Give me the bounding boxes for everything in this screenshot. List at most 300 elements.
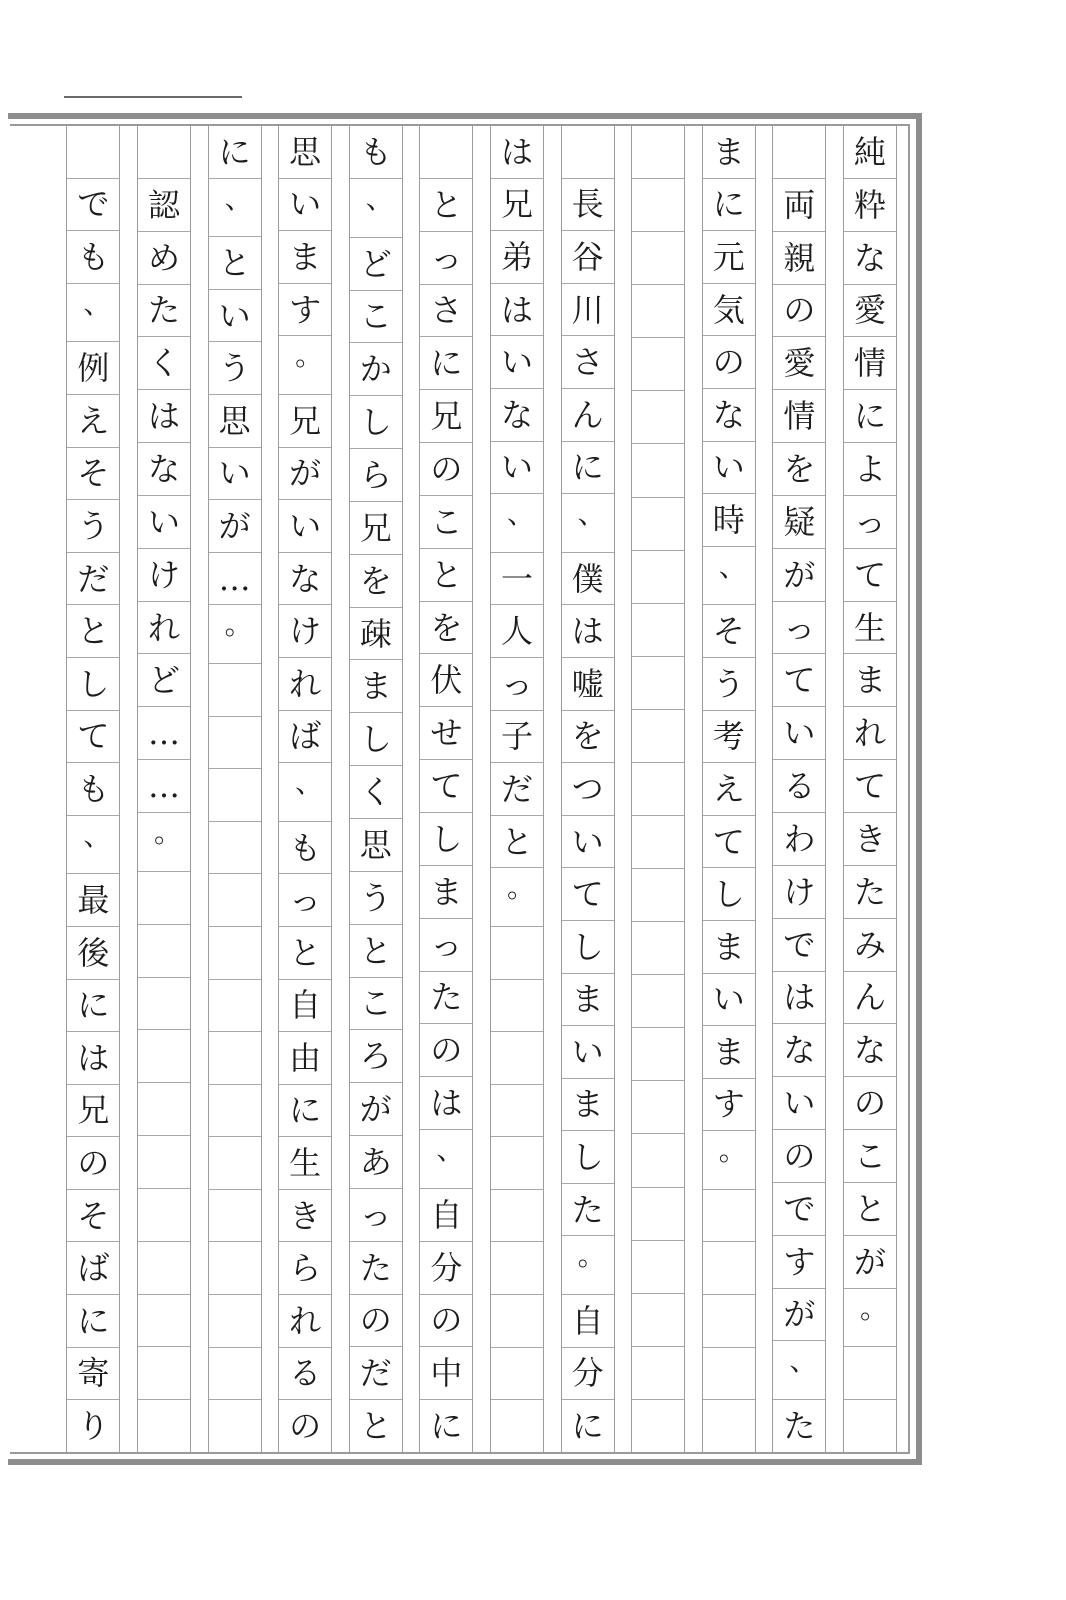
- manuscript-column: [772, 126, 826, 1452]
- grid-cell: し: [562, 921, 614, 974]
- grid-cell: と: [67, 605, 119, 658]
- grid-cell: ん: [562, 389, 614, 442]
- grid-cell: [632, 922, 684, 975]
- grid-cell: に: [209, 126, 261, 179]
- grid-cell: 兄: [350, 502, 402, 555]
- grid-cell: う: [350, 872, 402, 925]
- grid-cell: が: [279, 448, 331, 501]
- grid-cell: 考: [703, 711, 755, 764]
- grid-cell: だ: [350, 1347, 402, 1400]
- grid-cell: て: [420, 760, 472, 813]
- grid-cell: [491, 1348, 543, 1401]
- grid-cell: [773, 126, 825, 179]
- grid-cell: た: [350, 1242, 402, 1295]
- grid-cell: [420, 126, 472, 179]
- grid-cell: し: [562, 1131, 614, 1184]
- grid-cell: い: [562, 1026, 614, 1079]
- grid-cell: [491, 927, 543, 980]
- grid-cell: っ: [844, 496, 896, 549]
- grid-cell: [632, 816, 684, 869]
- grid-cell: を: [773, 443, 825, 496]
- grid-cell: え: [67, 395, 119, 448]
- grid-cell: 兄: [491, 179, 543, 232]
- grid-cell: [209, 1085, 261, 1138]
- grid-cell: の: [67, 1137, 119, 1190]
- grid-cell: [209, 1295, 261, 1348]
- grid-cell: 認: [138, 179, 190, 232]
- grid-cell: か: [350, 343, 402, 396]
- grid-cell: 粋: [844, 179, 896, 232]
- grid-cell: [491, 1242, 543, 1295]
- grid-cell: ど: [350, 238, 402, 291]
- grid-cell: 子: [491, 711, 543, 764]
- grid-cell: [491, 1295, 543, 1348]
- grid-cell: な: [491, 389, 543, 442]
- grid-cell: て: [67, 711, 119, 764]
- grid-cell: う: [703, 658, 755, 711]
- grid-cell: 思: [209, 395, 261, 448]
- grid-cell: 僕: [562, 553, 614, 606]
- grid-cell: も: [67, 763, 119, 816]
- grid-cell: だ: [491, 763, 543, 816]
- grid-cell: [632, 1241, 684, 1294]
- grid-cell: [138, 872, 190, 925]
- grid-cell: い: [773, 707, 825, 760]
- grid-cell: の: [844, 1077, 896, 1130]
- grid-cell: [209, 822, 261, 875]
- grid-cell: 例: [67, 342, 119, 395]
- grid-cell: [632, 338, 684, 391]
- grid-cell: [209, 1400, 261, 1452]
- grid-cell: [138, 1030, 190, 1083]
- grid-cell: 兄: [279, 395, 331, 448]
- grid-cell: い: [279, 179, 331, 232]
- grid-cell: ま: [844, 654, 896, 707]
- grid-cell: そ: [703, 605, 755, 658]
- grid-cell: あ: [350, 1136, 402, 1189]
- grid-cell: ば: [279, 711, 331, 764]
- grid-cell: 長: [562, 179, 614, 232]
- grid-cell: れ: [279, 1295, 331, 1348]
- grid-cell: 人: [491, 605, 543, 658]
- grid-cell: は: [773, 972, 825, 1025]
- grid-cell: [209, 1032, 261, 1085]
- grid-cell: た: [420, 972, 472, 1025]
- grid-cell: [632, 1188, 684, 1241]
- grid-cell: 。: [844, 1289, 896, 1348]
- grid-cell: け: [773, 866, 825, 919]
- grid-cell: 疎: [350, 608, 402, 661]
- grid-cell: [632, 444, 684, 497]
- grid-cell: と: [209, 237, 261, 290]
- grid-cell: み: [844, 919, 896, 972]
- grid-cell: 分: [562, 1348, 614, 1401]
- grid-cell: ろ: [350, 1030, 402, 1083]
- grid-cell: り: [77, 1407, 110, 1446]
- grid-cell: [632, 975, 684, 1028]
- grid-cell: ま: [420, 866, 472, 919]
- grid-cell: い: [279, 500, 331, 553]
- manuscript-column: [561, 126, 615, 1452]
- grid-cell: ま: [279, 231, 331, 284]
- grid-cell: と: [350, 925, 402, 978]
- grid-cell: を: [420, 602, 472, 655]
- grid-cell: [209, 664, 261, 717]
- grid-cell: [632, 179, 684, 232]
- grid-cell: [632, 232, 684, 285]
- grid-cell: ど: [138, 654, 190, 707]
- grid-cell: 時: [703, 494, 755, 547]
- grid-cell: 自: [279, 980, 331, 1033]
- grid-cell: い: [138, 496, 190, 549]
- grid-cell: [703, 1348, 755, 1401]
- grid-cell: し: [350, 713, 402, 766]
- manuscript-column: [349, 126, 403, 1452]
- grid-cell: す: [703, 1079, 755, 1132]
- grid-cell: る: [773, 760, 825, 813]
- grid-cell: て: [844, 760, 896, 813]
- manuscript-column: [208, 126, 262, 1452]
- grid-cell: [491, 1400, 543, 1452]
- grid-cell: っ: [350, 1189, 402, 1242]
- grid-cell: 一: [491, 553, 543, 606]
- grid-cell: き: [844, 813, 896, 866]
- grid-cell: [844, 1347, 896, 1400]
- grid-cell: …: [138, 760, 190, 813]
- grid-cell: た: [783, 1407, 816, 1446]
- grid-cell: い: [491, 442, 543, 495]
- grid-cell: [138, 126, 190, 179]
- grid-cell: [209, 769, 261, 822]
- grid-cell: …: [138, 707, 190, 760]
- grid-cell: っ: [279, 874, 331, 927]
- grid-cell: [138, 1242, 190, 1295]
- grid-cell: [632, 657, 684, 710]
- grid-cell: 生: [279, 1137, 331, 1190]
- grid-cell: 、: [491, 494, 543, 553]
- grid-cell: [844, 1400, 896, 1452]
- grid-cell: ば: [67, 1242, 119, 1295]
- grid-cell: け: [138, 549, 190, 602]
- grid-cell: [209, 980, 261, 1033]
- grid-cell: く: [350, 766, 402, 819]
- grid-cell: と: [279, 927, 331, 980]
- grid-cell: し: [67, 658, 119, 711]
- grid-cell: さ: [420, 285, 472, 338]
- grid-cell: と: [844, 1183, 896, 1236]
- grid-cell: れ: [279, 658, 331, 711]
- grid-cell: [491, 1190, 543, 1243]
- grid-cell: の: [350, 1295, 402, 1348]
- grid-cell: [209, 1348, 261, 1401]
- grid-cell: 兄: [420, 390, 472, 443]
- grid-cell: で: [67, 179, 119, 232]
- grid-cell: な: [844, 1024, 896, 1077]
- grid-cell: 、: [67, 816, 119, 875]
- grid-cell: も: [350, 126, 402, 179]
- grid-cell: の: [420, 443, 472, 496]
- grid-cell: 最: [67, 874, 119, 927]
- grid-cell: 、: [703, 547, 755, 606]
- grid-cell: [138, 1347, 190, 1400]
- grid-cell: と: [420, 549, 472, 602]
- grid-cell: 分: [420, 1242, 472, 1295]
- grid-cell: の: [420, 1024, 472, 1077]
- grid-cell: こ: [350, 291, 402, 344]
- grid-cell: め: [138, 232, 190, 285]
- grid-cell: に: [67, 1295, 119, 1348]
- grid-cell: [632, 551, 684, 604]
- grid-cell: け: [279, 605, 331, 658]
- grid-cell: 後: [67, 927, 119, 980]
- grid-cell: し: [420, 813, 472, 866]
- grid-cell: つ: [562, 763, 614, 816]
- grid-cell: こ: [420, 496, 472, 549]
- grid-cell: 。: [491, 868, 543, 927]
- grid-cell: 。: [209, 605, 261, 664]
- grid-cell: 思: [279, 126, 331, 179]
- grid-cell: て: [703, 816, 755, 869]
- grid-cell: い: [703, 974, 755, 1027]
- grid-cell: と: [420, 179, 472, 232]
- grid-cell: [209, 1190, 261, 1243]
- grid-cell: い: [491, 336, 543, 389]
- grid-cell: [209, 1242, 261, 1295]
- grid-cell: せ: [420, 707, 472, 760]
- grid-cell: 嘘: [562, 658, 614, 711]
- grid-cell: 川: [562, 284, 614, 337]
- grid-cell: も: [279, 822, 331, 875]
- grid-cell: し: [703, 868, 755, 921]
- grid-cell: れ: [138, 602, 190, 655]
- grid-cell: っ: [773, 602, 825, 655]
- grid-cell: で: [773, 1183, 825, 1236]
- manuscript-column: [631, 126, 685, 1452]
- manuscript-column: [702, 126, 756, 1452]
- grid-cell: は: [420, 1077, 472, 1130]
- grid-cell: 元: [703, 231, 755, 284]
- grid-cell: 自: [420, 1189, 472, 1242]
- grid-cell: ら: [279, 1242, 331, 1295]
- grid-cell: は: [138, 390, 190, 443]
- grid-cell: [632, 710, 684, 763]
- grid-cell: ま: [703, 1026, 755, 1079]
- grid-cell: [491, 1085, 543, 1138]
- grid-cell: 、: [773, 1341, 825, 1400]
- grid-cell: て: [773, 654, 825, 707]
- grid-cell: で: [773, 919, 825, 972]
- grid-cell: [209, 1137, 261, 1190]
- grid-cell: 両: [773, 179, 825, 232]
- grid-cell: く: [138, 337, 190, 390]
- grid-cell: 。: [562, 1236, 614, 1295]
- grid-cell: が: [773, 549, 825, 602]
- grid-cell: て: [562, 868, 614, 921]
- grid-cell: [703, 1400, 755, 1452]
- grid-cell: な: [279, 553, 331, 606]
- grid-cell: れ: [844, 707, 896, 760]
- grid-cell: と: [491, 816, 543, 869]
- grid-cell: を: [562, 711, 614, 764]
- grid-cell: な: [138, 443, 190, 496]
- grid-cell: が: [844, 1236, 896, 1289]
- grid-cell: [562, 126, 614, 179]
- grid-cell: ま: [562, 974, 614, 1027]
- grid-cell: 気: [703, 284, 755, 337]
- grid-cell: の: [420, 1295, 472, 1348]
- grid-cell: 伏: [420, 654, 472, 707]
- grid-cell: [632, 1294, 684, 1347]
- grid-cell: 谷: [562, 231, 614, 284]
- grid-cell: の: [703, 336, 755, 389]
- grid-cell: わ: [773, 813, 825, 866]
- grid-cell: 生: [844, 602, 896, 655]
- grid-cell: 。: [279, 336, 331, 395]
- grid-cell: 、: [562, 494, 614, 553]
- grid-cell: さ: [562, 336, 614, 389]
- grid-cell: [209, 717, 261, 770]
- grid-cell: 。: [138, 813, 190, 872]
- grid-cell: [138, 1400, 190, 1452]
- name-underline: [64, 96, 242, 98]
- grid-cell: っ: [420, 919, 472, 972]
- grid-cell: [632, 391, 684, 444]
- grid-cell: ま: [562, 1079, 614, 1132]
- grid-cell: い: [209, 448, 261, 501]
- grid-cell: る: [279, 1348, 331, 1401]
- grid-cell: 自: [562, 1295, 614, 1348]
- grid-cell: に: [844, 390, 896, 443]
- grid-cell: [632, 1347, 684, 1400]
- grid-cell: が: [350, 1083, 402, 1136]
- grid-cell: [138, 1189, 190, 1242]
- grid-cell: こ: [350, 978, 402, 1031]
- grid-cell: 、: [67, 284, 119, 343]
- grid-cell: [491, 1032, 543, 1085]
- grid-cell: 中: [420, 1347, 472, 1400]
- grid-cell: に: [279, 1085, 331, 1138]
- manuscript-column: [419, 126, 473, 1452]
- grid-cell: 由: [279, 1032, 331, 1085]
- grid-cell: 弟: [491, 231, 543, 284]
- grid-cell: [138, 1083, 190, 1136]
- grid-cell: [632, 498, 684, 551]
- grid-cell: に: [67, 980, 119, 1033]
- grid-cell: し: [350, 396, 402, 449]
- grid-cell: の: [773, 285, 825, 338]
- grid-cell: は: [67, 1032, 119, 1085]
- grid-cell: も: [67, 231, 119, 284]
- grid-cell: [138, 925, 190, 978]
- grid-cell: だ: [67, 553, 119, 606]
- grid-cell: 愛: [773, 337, 825, 390]
- grid-cell: た: [844, 866, 896, 919]
- grid-cell: 。: [703, 1131, 755, 1190]
- grid-cell: [491, 980, 543, 1033]
- grid-cell: 情: [773, 390, 825, 443]
- grid-cell: [632, 763, 684, 816]
- grid-cell: な: [703, 389, 755, 442]
- grid-cell: ま: [703, 126, 755, 179]
- grid-cell: 愛: [844, 285, 896, 338]
- grid-cell: 思: [350, 819, 402, 872]
- grid-cell: い: [703, 442, 755, 495]
- grid-cell: 、: [209, 179, 261, 238]
- grid-cell: ま: [350, 660, 402, 713]
- grid-cell: が: [773, 1289, 825, 1342]
- grid-cell: 疑: [773, 496, 825, 549]
- grid-cell: こ: [844, 1130, 896, 1183]
- grid-cell: そ: [67, 1190, 119, 1243]
- grid-cell: 、: [420, 1130, 472, 1189]
- grid-cell: に: [420, 337, 472, 390]
- grid-cell: え: [703, 763, 755, 816]
- grid-cell: 、: [350, 179, 402, 238]
- grid-cell: [632, 1400, 684, 1452]
- grid-cell: う: [67, 500, 119, 553]
- grid-cell: 情: [844, 337, 896, 390]
- grid-cell: た: [138, 285, 190, 338]
- grid-cell: [209, 874, 261, 927]
- grid-cell: な: [844, 232, 896, 285]
- grid-cell: の: [289, 1407, 322, 1446]
- grid-cell: の: [773, 1130, 825, 1183]
- grid-cell: い: [209, 290, 261, 343]
- grid-cell: が: [209, 500, 261, 553]
- grid-cell: [632, 1081, 684, 1134]
- grid-cell: [703, 1242, 755, 1295]
- grid-cell: 、: [279, 763, 331, 822]
- grid-cell: 兄: [67, 1085, 119, 1138]
- grid-cell: う: [209, 342, 261, 395]
- grid-cell: [703, 1190, 755, 1243]
- grid-cell: 純: [844, 126, 896, 179]
- grid-cell: [632, 1028, 684, 1081]
- grid-cell: い: [773, 1077, 825, 1130]
- grid-cell: [209, 927, 261, 980]
- grid-cell: …: [209, 553, 261, 606]
- grid-cell: ま: [703, 921, 755, 974]
- grid-cell: 寄: [67, 1348, 119, 1401]
- manuscript-column: [278, 126, 332, 1452]
- grid-cell: [138, 1136, 190, 1189]
- manuscript-column: [137, 126, 191, 1452]
- grid-cell: 親: [773, 232, 825, 285]
- grid-cell: [138, 978, 190, 1031]
- grid-cell: ん: [844, 972, 896, 1025]
- grid-cell: す: [773, 1236, 825, 1289]
- manuscript-column: [66, 126, 120, 1452]
- grid-cell: な: [773, 1024, 825, 1077]
- grid-cell: と: [359, 1407, 392, 1446]
- grid-cell: き: [279, 1190, 331, 1243]
- grid-cell: [67, 126, 119, 179]
- grid-cell: は: [491, 126, 543, 179]
- manuscript-column: [490, 126, 544, 1452]
- grid-cell: ら: [350, 449, 402, 502]
- grid-cell: [703, 1295, 755, 1348]
- grid-cell: た: [562, 1184, 614, 1237]
- grid-cell: [632, 604, 684, 657]
- grid-cell: そ: [67, 448, 119, 501]
- grid-cell: [138, 1295, 190, 1348]
- grid-cell: [632, 1134, 684, 1187]
- grid-cell: に: [430, 1407, 463, 1446]
- grid-cell: て: [844, 549, 896, 602]
- grid-cell: は: [491, 284, 543, 337]
- grid-cell: は: [562, 605, 614, 658]
- grid-cell: す: [279, 284, 331, 337]
